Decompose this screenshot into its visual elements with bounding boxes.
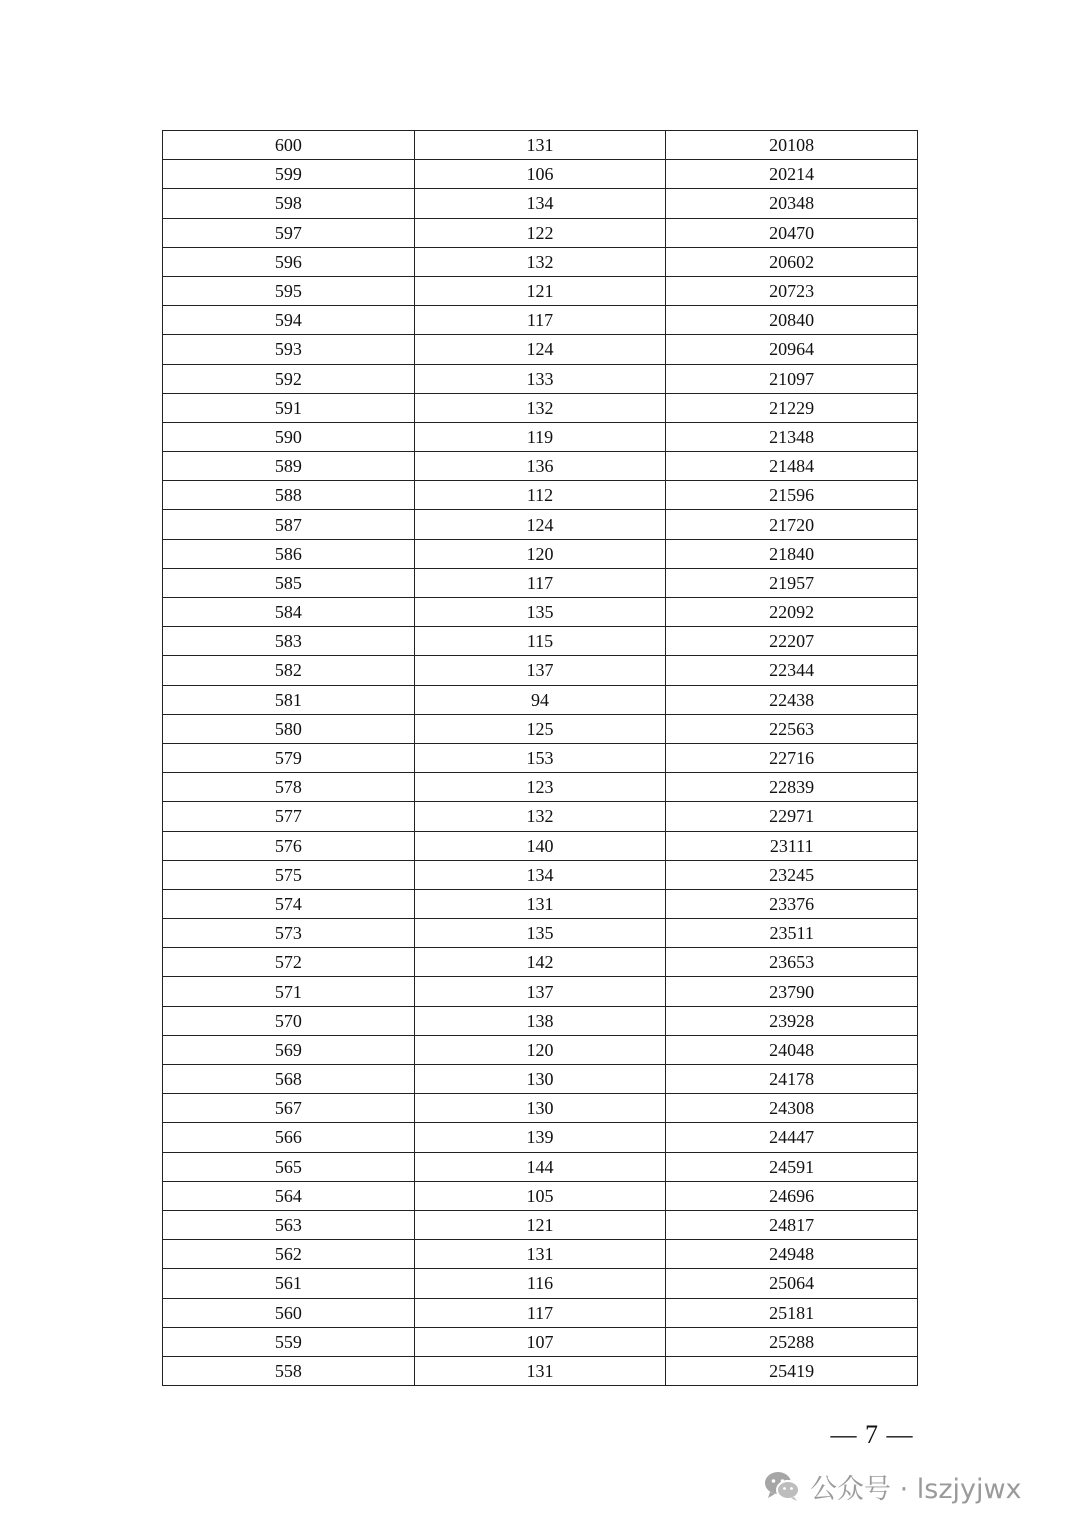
table-row <box>163 1094 918 1123</box>
table-cell: 131 <box>414 131 666 160</box>
table-cell: 24591 <box>666 1152 918 1181</box>
table-cell: 573 <box>163 919 415 948</box>
table-cell: 22344 <box>666 656 918 685</box>
table-row <box>163 452 918 481</box>
table-row <box>163 773 918 802</box>
table-cell: 22839 <box>666 773 918 802</box>
table-row <box>163 539 918 568</box>
table-row <box>163 364 918 393</box>
table-cell: 133 <box>414 364 666 393</box>
table-row <box>163 948 918 977</box>
table-cell: 23511 <box>666 919 918 948</box>
table-cell: 585 <box>163 568 415 597</box>
table-cell: 21720 <box>666 510 918 539</box>
table-row <box>163 1327 918 1356</box>
table-row <box>163 247 918 276</box>
table-cell: 565 <box>163 1152 415 1181</box>
table-cell: 120 <box>414 539 666 568</box>
table-cell: 591 <box>163 393 415 422</box>
table-cell: 144 <box>414 1152 666 1181</box>
table-row <box>163 831 918 860</box>
table-row <box>163 743 918 772</box>
table-cell: 131 <box>414 1240 666 1269</box>
table-cell: 584 <box>163 598 415 627</box>
table-cell: 116 <box>414 1269 666 1298</box>
table-cell: 25181 <box>666 1298 918 1327</box>
table-cell: 22207 <box>666 627 918 656</box>
table-row <box>163 481 918 510</box>
table-row <box>163 276 918 305</box>
table-cell: 21840 <box>666 539 918 568</box>
table-cell: 107 <box>414 1327 666 1356</box>
table-cell: 25064 <box>666 1269 918 1298</box>
table-cell: 21484 <box>666 452 918 481</box>
table-row <box>163 218 918 247</box>
table-cell: 590 <box>163 422 415 451</box>
score-table <box>162 130 918 1386</box>
table-cell: 598 <box>163 189 415 218</box>
table-cell: 137 <box>414 977 666 1006</box>
table-row <box>163 1298 918 1327</box>
table-cell: 23928 <box>666 1006 918 1035</box>
table-cell: 105 <box>414 1181 666 1210</box>
table-row <box>163 860 918 889</box>
table-cell: 120 <box>414 1035 666 1064</box>
table-cell: 22092 <box>666 598 918 627</box>
page-number: — 7 — <box>830 1420 914 1449</box>
table-cell: 563 <box>163 1210 415 1239</box>
table-row <box>163 627 918 656</box>
table-cell: 117 <box>414 568 666 597</box>
table-row <box>163 335 918 364</box>
table-row <box>163 568 918 597</box>
table-cell: 94 <box>414 685 666 714</box>
table-cell: 588 <box>163 481 415 510</box>
table-cell: 576 <box>163 831 415 860</box>
table-cell: 132 <box>414 393 666 422</box>
score-table-body <box>163 131 918 1386</box>
table-cell: 599 <box>163 160 415 189</box>
table-cell: 587 <box>163 510 415 539</box>
table-cell: 561 <box>163 1269 415 1298</box>
table-cell: 558 <box>163 1356 415 1385</box>
table-row <box>163 510 918 539</box>
table-cell: 130 <box>414 1094 666 1123</box>
table-row <box>163 802 918 831</box>
table-cell: 132 <box>414 247 666 276</box>
table-cell: 24696 <box>666 1181 918 1210</box>
table-cell: 138 <box>414 1006 666 1035</box>
table-cell: 106 <box>414 160 666 189</box>
watermark-text: 公众号 · lszjyjwx <box>810 1473 1022 1505</box>
table-cell: 20723 <box>666 276 918 305</box>
table-cell: 559 <box>163 1327 415 1356</box>
table-row <box>163 1065 918 1094</box>
table-cell: 119 <box>414 422 666 451</box>
table-cell: 23245 <box>666 860 918 889</box>
table-cell: 136 <box>414 452 666 481</box>
table-cell: 20108 <box>666 131 918 160</box>
table-cell: 594 <box>163 306 415 335</box>
table-row <box>163 1269 918 1298</box>
table-cell: 124 <box>414 335 666 364</box>
table-cell: 574 <box>163 889 415 918</box>
table-cell: 21097 <box>666 364 918 393</box>
table-cell: 595 <box>163 276 415 305</box>
wechat-watermark <box>762 1466 1022 1506</box>
table-cell: 123 <box>414 773 666 802</box>
table-cell: 23376 <box>666 889 918 918</box>
table-cell: 21348 <box>666 422 918 451</box>
table-cell: 560 <box>163 1298 415 1327</box>
table-cell: 572 <box>163 948 415 977</box>
table-row <box>163 1123 918 1152</box>
table-cell: 589 <box>163 452 415 481</box>
table-cell: 132 <box>414 802 666 831</box>
table-row <box>163 714 918 743</box>
table-row <box>163 1006 918 1035</box>
table-cell: 20964 <box>666 335 918 364</box>
table-cell: 21229 <box>666 393 918 422</box>
table-cell: 25419 <box>666 1356 918 1385</box>
table-cell: 564 <box>163 1181 415 1210</box>
table-cell: 139 <box>414 1123 666 1152</box>
table-cell: 580 <box>163 714 415 743</box>
table-cell: 122 <box>414 218 666 247</box>
table-cell: 153 <box>414 743 666 772</box>
table-cell: 125 <box>414 714 666 743</box>
table-cell: 22563 <box>666 714 918 743</box>
table-cell: 117 <box>414 306 666 335</box>
table-cell: 24817 <box>666 1210 918 1239</box>
table-cell: 566 <box>163 1123 415 1152</box>
table-row <box>163 306 918 335</box>
table-row <box>163 977 918 1006</box>
table-cell: 134 <box>414 189 666 218</box>
table-cell: 140 <box>414 831 666 860</box>
table-row <box>163 1152 918 1181</box>
table-row <box>163 160 918 189</box>
table-row <box>163 1035 918 1064</box>
table-cell: 21957 <box>666 568 918 597</box>
table-cell: 562 <box>163 1240 415 1269</box>
table-cell: 569 <box>163 1035 415 1064</box>
table-cell: 571 <box>163 977 415 1006</box>
table-cell: 142 <box>414 948 666 977</box>
table-cell: 22716 <box>666 743 918 772</box>
table-cell: 583 <box>163 627 415 656</box>
table-cell: 121 <box>414 1210 666 1239</box>
table-cell: 115 <box>414 627 666 656</box>
table-cell: 24178 <box>666 1065 918 1094</box>
table-cell: 600 <box>163 131 415 160</box>
table-cell: 124 <box>414 510 666 539</box>
table-cell: 23790 <box>666 977 918 1006</box>
table-cell: 24048 <box>666 1035 918 1064</box>
table-row <box>163 393 918 422</box>
table-cell: 22438 <box>666 685 918 714</box>
table-cell: 20470 <box>666 218 918 247</box>
table-row <box>163 1210 918 1239</box>
table-cell: 23653 <box>666 948 918 977</box>
table-cell: 23111 <box>666 831 918 860</box>
table-cell: 25288 <box>666 1327 918 1356</box>
table-cell: 135 <box>414 598 666 627</box>
table-cell: 22971 <box>666 802 918 831</box>
table-cell: 117 <box>414 1298 666 1327</box>
table-row <box>163 189 918 218</box>
table-cell: 567 <box>163 1094 415 1123</box>
table-cell: 21596 <box>666 481 918 510</box>
table-cell: 592 <box>163 364 415 393</box>
table-cell: 586 <box>163 539 415 568</box>
table-cell: 577 <box>163 802 415 831</box>
table-row <box>163 919 918 948</box>
table-cell: 134 <box>414 860 666 889</box>
table-cell: 20602 <box>666 247 918 276</box>
table-row <box>163 422 918 451</box>
table-cell: 24308 <box>666 1094 918 1123</box>
table-row <box>163 889 918 918</box>
table-cell: 20840 <box>666 306 918 335</box>
table-cell: 20214 <box>666 160 918 189</box>
table-cell: 24447 <box>666 1123 918 1152</box>
table-cell: 20348 <box>666 189 918 218</box>
table-row <box>163 685 918 714</box>
table-cell: 137 <box>414 656 666 685</box>
table-cell: 131 <box>414 889 666 918</box>
table-cell: 596 <box>163 247 415 276</box>
table-row <box>163 598 918 627</box>
wechat-icon <box>762 1469 802 1503</box>
table-cell: 575 <box>163 860 415 889</box>
table-cell: 579 <box>163 743 415 772</box>
table-cell: 568 <box>163 1065 415 1094</box>
table-row <box>163 1356 918 1385</box>
table-row <box>163 131 918 160</box>
table-cell: 135 <box>414 919 666 948</box>
table-cell: 578 <box>163 773 415 802</box>
table-cell: 130 <box>414 1065 666 1094</box>
table-cell: 131 <box>414 1356 666 1385</box>
table-cell: 593 <box>163 335 415 364</box>
table-cell: 24948 <box>666 1240 918 1269</box>
table-cell: 582 <box>163 656 415 685</box>
table-cell: 570 <box>163 1006 415 1035</box>
table-cell: 581 <box>163 685 415 714</box>
table-row <box>163 1240 918 1269</box>
table-cell: 597 <box>163 218 415 247</box>
table-row <box>163 1181 918 1210</box>
table-cell: 112 <box>414 481 666 510</box>
table-row <box>163 656 918 685</box>
table-cell: 121 <box>414 276 666 305</box>
